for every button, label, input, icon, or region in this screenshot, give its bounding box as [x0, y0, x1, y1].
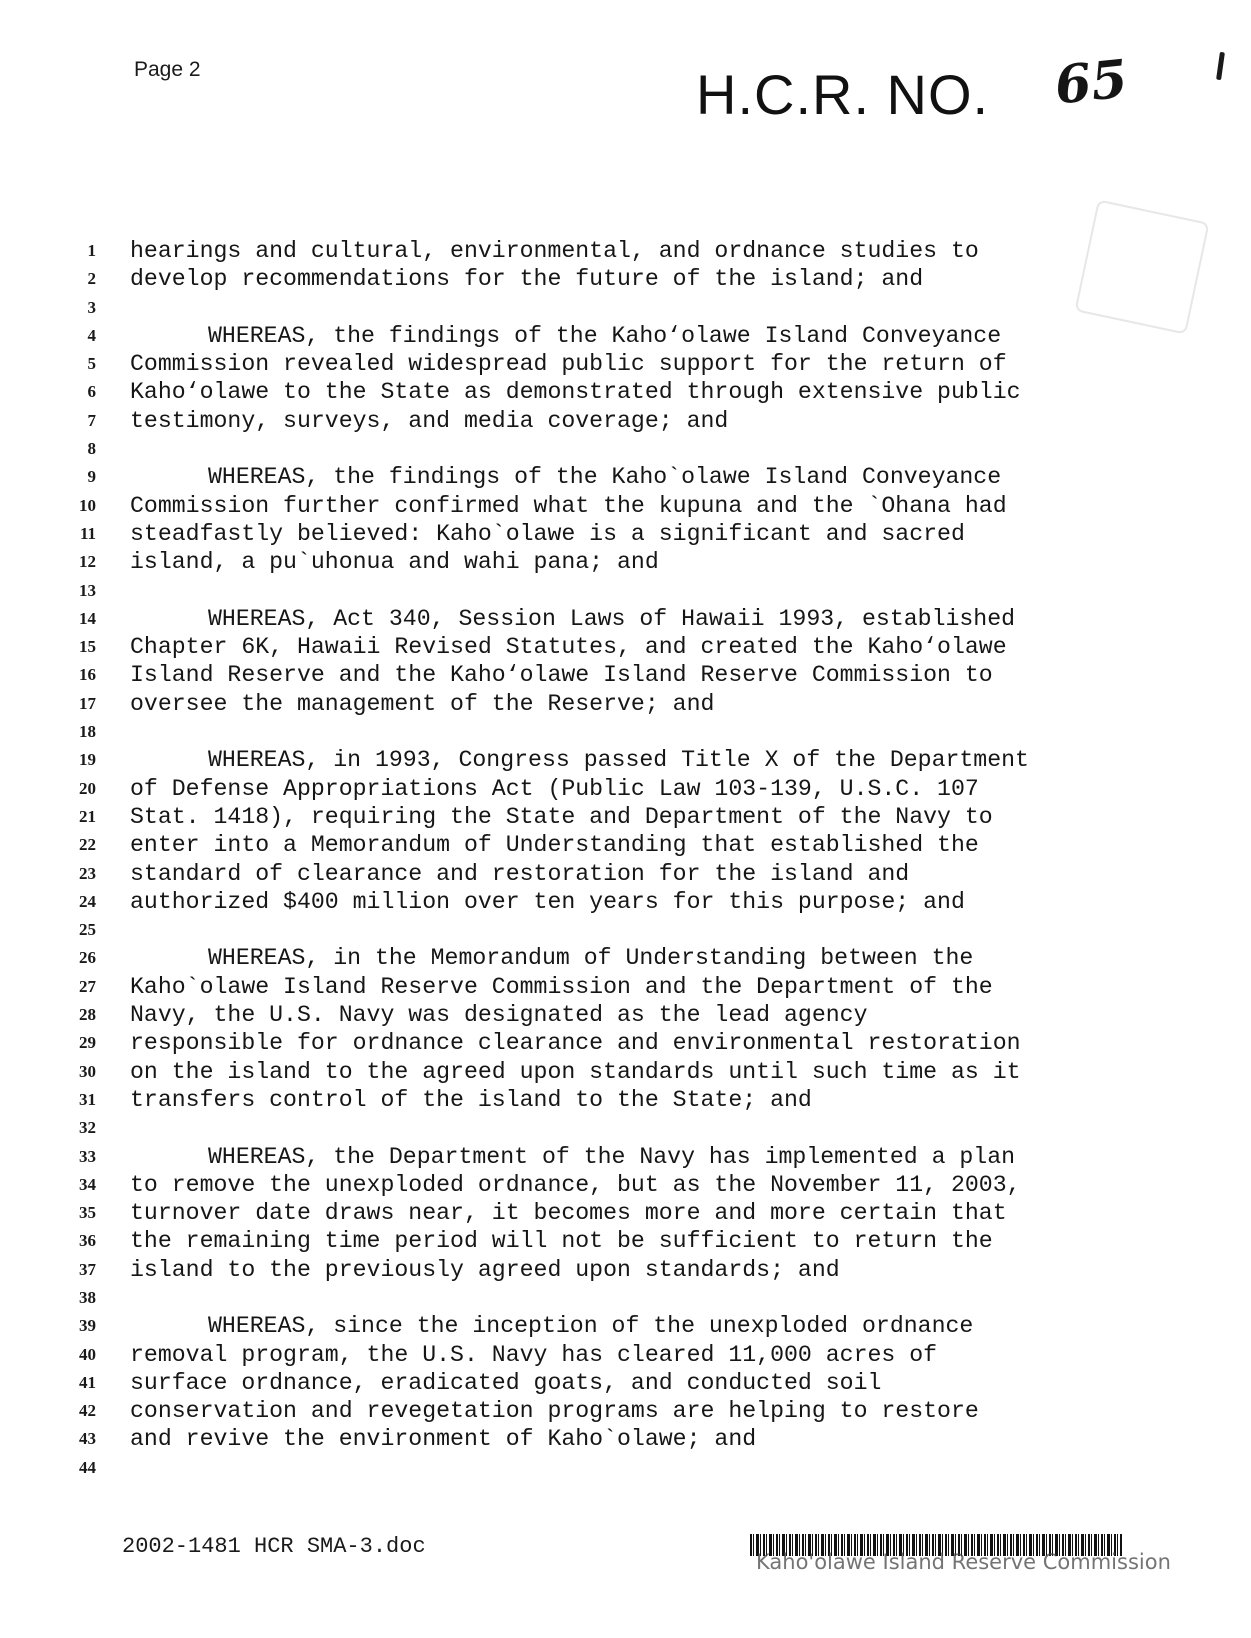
line-text: Navy, the U.S. Navy was designated as the lead agency [130, 1002, 868, 1029]
line-text: standard of clearance and restoration for the island and [130, 860, 910, 887]
line-text: Kaho`olawe Island Reserve Commission and the Department of the [130, 973, 993, 1000]
document-line [0, 1114, 1251, 1142]
line-text: WHEREAS, in the Memorandum of Understanding between the [208, 945, 974, 972]
document-line [0, 1397, 1251, 1425]
document-line [0, 605, 1251, 633]
bill-title: H.C.R. NO. [696, 63, 990, 126]
line-number: 36 [79, 1231, 96, 1251]
line-number: 29 [79, 1033, 96, 1053]
line-text: and revive the environment of Kaho`olawe; and [130, 1426, 757, 1453]
document-line [0, 548, 1251, 576]
line-text: Chapter 6K, Hawaii Revised Statutes, and created the Kaho‘olawe [130, 634, 1007, 661]
line-number: 12 [79, 552, 96, 572]
document-line [0, 690, 1251, 718]
line-number: 28 [79, 1005, 96, 1025]
line-number: 5 [87, 354, 96, 374]
document-line [0, 661, 1251, 689]
line-text: responsible for ordnance clearance and environmental restoration [130, 1030, 1021, 1057]
document-line [0, 378, 1251, 406]
line-text: Commission revealed widespread public support for the return of [130, 351, 1007, 378]
document-line [0, 322, 1251, 350]
line-number: 10 [79, 495, 96, 515]
line-text: steadfastly believed: Kaho`olawe is a significant and sacred [130, 520, 965, 547]
line-text: the remaining time period will not be sufficient to return the [130, 1228, 993, 1255]
document-line [0, 1256, 1251, 1284]
document-line [0, 1058, 1251, 1086]
document-line [0, 1369, 1251, 1397]
document-line [0, 1227, 1251, 1255]
line-text: turnover date draws near, it becomes more and more certain that [130, 1200, 1007, 1227]
line-text: WHEREAS, the Department of the Navy has implemented a plan [208, 1143, 1016, 1170]
line-number: 14 [79, 608, 96, 628]
document-line [0, 265, 1251, 293]
document-line [0, 860, 1251, 888]
line-number: 39 [79, 1316, 96, 1336]
document-line [0, 1312, 1251, 1340]
line-number: 17 [79, 693, 96, 713]
document-line [0, 1029, 1251, 1057]
line-text: WHEREAS, Act 340, Session Laws of Hawaii 1993, established [208, 605, 1016, 632]
line-number: 32 [79, 1118, 96, 1138]
line-number: 6 [87, 382, 96, 402]
line-number: 30 [79, 1061, 96, 1081]
line-number: 23 [79, 863, 96, 883]
line-number: 41 [79, 1372, 96, 1392]
line-text: Commission further confirmed what the kupuna and the `Ohana had [130, 492, 1007, 519]
line-text: island to the previously agreed upon standards; and [130, 1256, 840, 1283]
line-text: WHEREAS, in 1993, Congress passed Title X of the Department [208, 747, 1029, 774]
line-number: 15 [79, 637, 96, 657]
line-number: 3 [87, 297, 96, 317]
line-text: enter into a Memorandum of Understanding that established the [130, 832, 979, 859]
line-number: 24 [79, 891, 96, 911]
line-text: oversee the management of the Reserve; and [130, 690, 715, 717]
line-number: 35 [79, 1203, 96, 1223]
line-number: 40 [79, 1344, 96, 1364]
line-text: transfers control of the island to the State; and [130, 1086, 812, 1113]
line-text: conservation and revegetation programs are helping to restore [130, 1398, 979, 1425]
line-text: Stat. 1418), requiring the State and Department of the Navy to [130, 803, 993, 830]
line-text: WHEREAS, the findings of the Kaho‘olawe Island Conveyance [208, 322, 1002, 349]
footer-doc-id: 2002-1481 HCR SMA-3.doc [122, 1534, 426, 1559]
document-line [0, 1199, 1251, 1227]
document-line [0, 1086, 1251, 1114]
line-number: 44 [79, 1457, 96, 1477]
document-line [0, 633, 1251, 661]
line-text: of Defense Appropriations Act (Public Law 103-139, U.S.C. 107 [130, 775, 979, 802]
line-number: 21 [79, 806, 96, 826]
document-line [0, 1454, 1251, 1482]
document-line [0, 407, 1251, 435]
line-number: 38 [79, 1287, 96, 1307]
line-number: 8 [87, 439, 96, 459]
page-label: Page 2 [134, 58, 201, 81]
document-line [0, 294, 1251, 322]
line-text: island, a pu`uhonua and wahi pana; and [130, 549, 659, 576]
line-number: 27 [79, 976, 96, 996]
line-number: 2 [87, 269, 96, 289]
line-number: 26 [79, 948, 96, 968]
document-line [0, 775, 1251, 803]
edge-mark [1216, 52, 1225, 80]
resolution-body [0, 237, 1251, 1482]
document-line [0, 492, 1251, 520]
document-line [0, 577, 1251, 605]
document-line [0, 888, 1251, 916]
document-line [0, 350, 1251, 378]
document-line [0, 916, 1251, 944]
line-number: 4 [87, 325, 96, 345]
line-text: on the island to the agreed upon standards until such time as it [130, 1058, 1021, 1085]
line-number: 43 [79, 1429, 96, 1449]
line-text: hearings and cultural, environmental, and ordnance studies to [130, 238, 979, 264]
document-line [0, 463, 1251, 491]
document-line [0, 237, 1251, 265]
line-number: 22 [79, 835, 96, 855]
document-line [0, 435, 1251, 463]
line-text: WHEREAS, since the inception of the unexploded ordnance [208, 1313, 974, 1340]
line-number: 34 [79, 1174, 96, 1194]
line-number: 7 [87, 410, 96, 430]
document-line [0, 1143, 1251, 1171]
document-line [0, 1284, 1251, 1312]
line-text: develop recommendations for the future of the island; and [130, 266, 924, 293]
document-line [0, 520, 1251, 548]
document-line [0, 803, 1251, 831]
document-line [0, 944, 1251, 972]
line-number: 18 [79, 722, 96, 742]
watermark: Kaho'olawe Island Reserve Commission [756, 1550, 1171, 1574]
document-line [0, 831, 1251, 859]
line-number: 31 [79, 1089, 96, 1109]
document-line [0, 718, 1251, 746]
line-number: 9 [87, 467, 96, 487]
document-line [0, 1171, 1251, 1199]
line-number: 20 [79, 778, 96, 798]
line-number: 37 [79, 1259, 96, 1279]
line-number: 11 [79, 523, 96, 543]
line-number: 25 [79, 920, 96, 940]
line-text: to remove the unexploded ordnance, but as the November 11, 2003, [130, 1171, 1021, 1198]
document-line [0, 1001, 1251, 1029]
document-line [0, 1425, 1251, 1453]
line-text: authorized $400 million over ten years for this purpose; and [130, 888, 965, 915]
line-number: 13 [79, 580, 96, 600]
document-line [0, 1341, 1251, 1369]
line-number: 19 [79, 750, 96, 770]
line-number: 33 [79, 1146, 96, 1166]
document-line [0, 973, 1251, 1001]
line-text: WHEREAS, the findings of the Kaho`olawe Island Conveyance [208, 464, 1002, 491]
line-text: surface ordnance, eradicated goats, and conducted soil [130, 1369, 882, 1396]
document-line [0, 746, 1251, 774]
bill-number-handwritten: 65 [1052, 48, 1131, 117]
line-number: 42 [79, 1401, 96, 1421]
line-text: Kaho‘olawe to the State as demonstrated through extensive public [130, 379, 1021, 406]
line-text: removal program, the U.S. Navy has cleared 11,000 acres of [130, 1341, 938, 1368]
line-text: testimony, surveys, and media coverage; and [130, 407, 729, 434]
line-number: 16 [79, 665, 96, 685]
line-text: Island Reserve and the Kaho‘olawe Island Reserve Commission to [130, 662, 993, 689]
line-number: 1 [87, 241, 96, 260]
